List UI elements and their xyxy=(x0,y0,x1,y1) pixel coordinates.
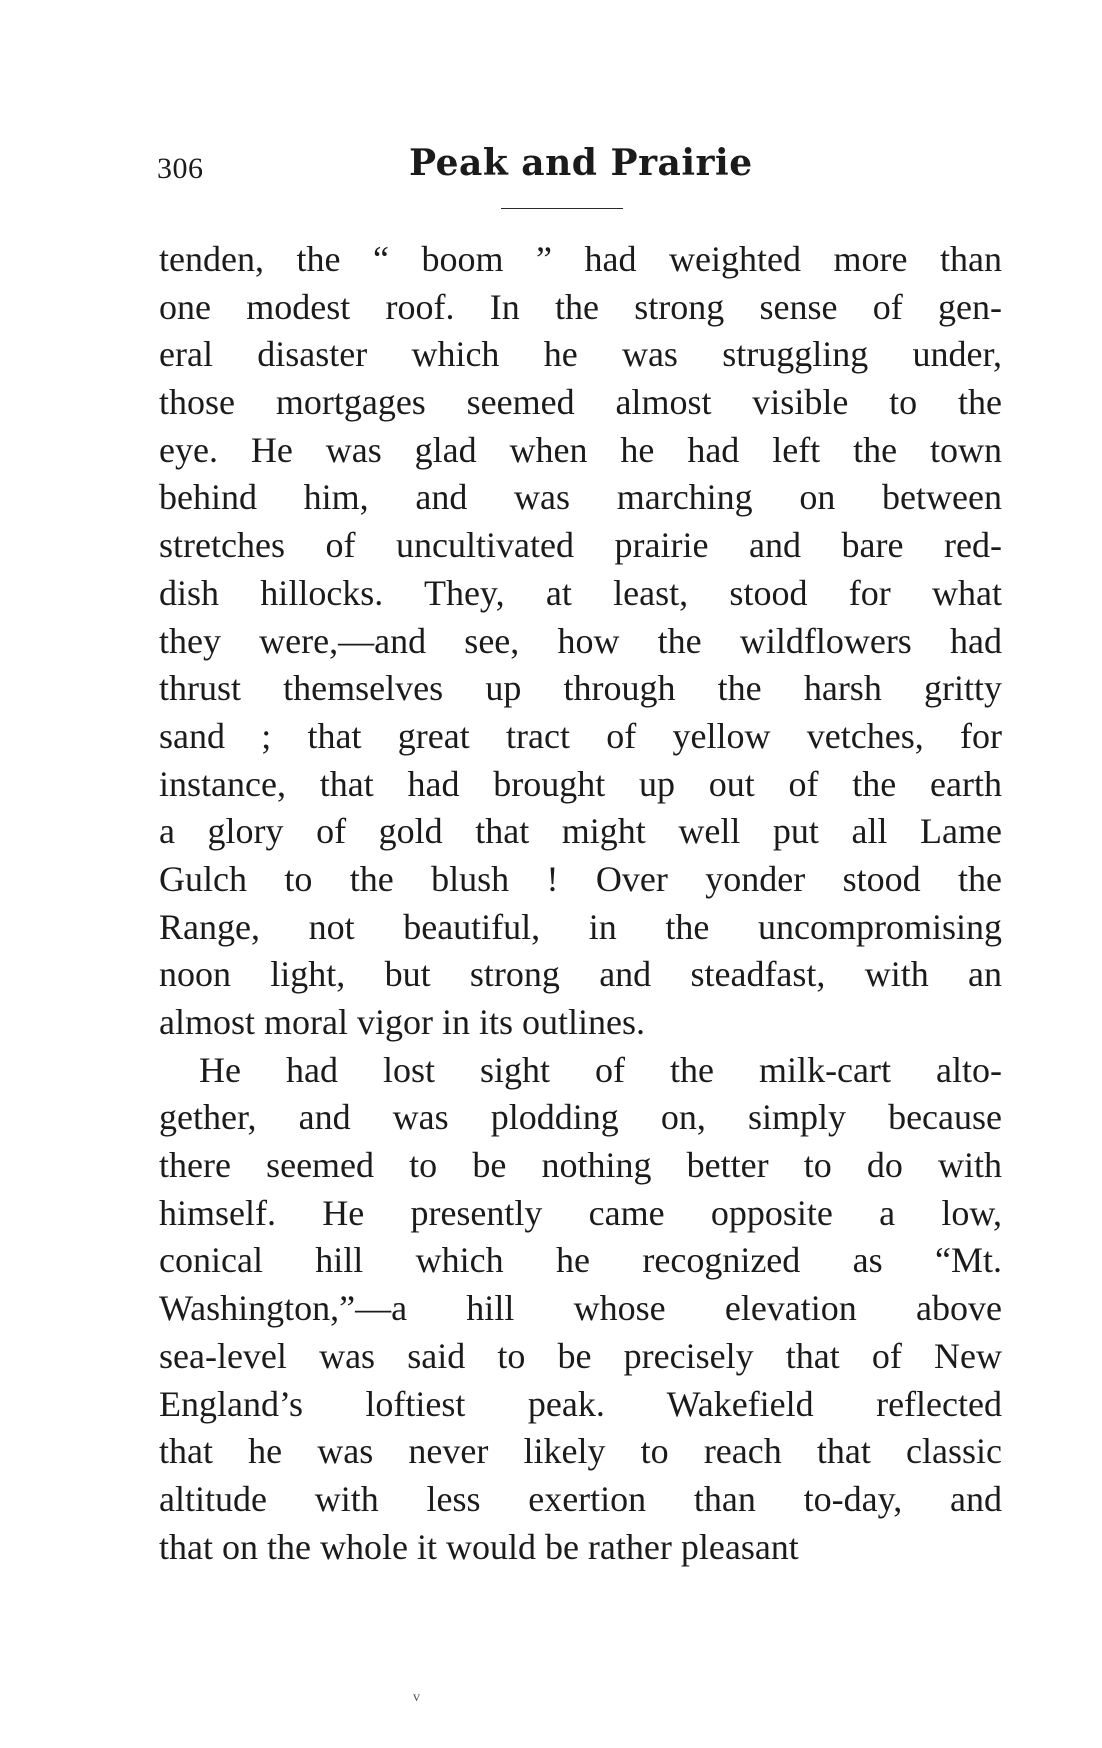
paragraph xyxy=(159,1047,1002,1572)
text-line: Gulch to the blush ! Over yonder stood the xyxy=(159,858,1002,899)
text-line: Washington,”—a hill whose elevation above xyxy=(159,1288,1002,1329)
page-number: 306 xyxy=(157,152,204,185)
running-head xyxy=(157,140,1009,200)
signature-mark: v xyxy=(413,1690,420,1705)
text-line: gether, and was plodding on, simply because xyxy=(159,1097,1002,1138)
text-line: instance, that had brought up out of the earth xyxy=(159,763,1002,804)
text-line: a glory of gold that might well put all Lame xyxy=(159,811,1002,852)
running-title: Peak and Prairie xyxy=(409,142,753,184)
text-line: England’s loftiest peak. Wakefield reflected xyxy=(159,1383,1002,1424)
text-line: that he was never likely to reach that classic xyxy=(159,1431,1002,1472)
text-line: behind him, and was marching on between xyxy=(159,477,1002,518)
text-line: they were,—and see, how the wildflowers had xyxy=(159,620,1002,661)
body-text xyxy=(159,236,1002,1571)
text-line: He had lost sight of the milk-cart alto- xyxy=(199,1049,1002,1090)
text-line: sea-level was said to be precisely that of New xyxy=(159,1335,1002,1376)
paragraph xyxy=(159,236,1002,1047)
text-line: stretches of uncultivated prairie and bare red- xyxy=(159,525,1002,566)
text-line: Range, not beautiful, in the uncompromising xyxy=(159,906,1002,947)
text-line: one modest roof. In the strong sense of gen- xyxy=(159,286,1002,327)
text-line: that on the whole it would be rather pleasant xyxy=(159,1526,799,1567)
text-line: himself. He presently came opposite a low, xyxy=(159,1192,1002,1233)
text-line: conical hill which he recognized as “Mt. xyxy=(159,1240,1002,1281)
text-line: noon light, but strong and steadfast, with an xyxy=(159,954,1002,995)
text-line: sand ; that great tract of yellow vetches, for xyxy=(159,715,1002,756)
text-line: eye. He was glad when he had left the town xyxy=(159,429,1002,470)
text-line: there seemed to be nothing better to do with xyxy=(159,1145,1002,1186)
text-line: tenden, the “ boom ” had weighted more than xyxy=(159,239,1002,279)
text-line: thrust themselves up through the harsh gritty xyxy=(159,668,1002,709)
text-line: altitude with less exertion than to-day, and xyxy=(159,1478,1002,1519)
text-line: those mortgages seemed almost visible to the xyxy=(159,382,1002,423)
header-rule xyxy=(501,208,623,209)
text-line: almost moral vigor in its outlines. xyxy=(159,1002,645,1042)
text-line: eral disaster which he was struggling under, xyxy=(159,334,1002,375)
text-line: dish hillocks. They, at least, stood for what xyxy=(159,572,1002,613)
